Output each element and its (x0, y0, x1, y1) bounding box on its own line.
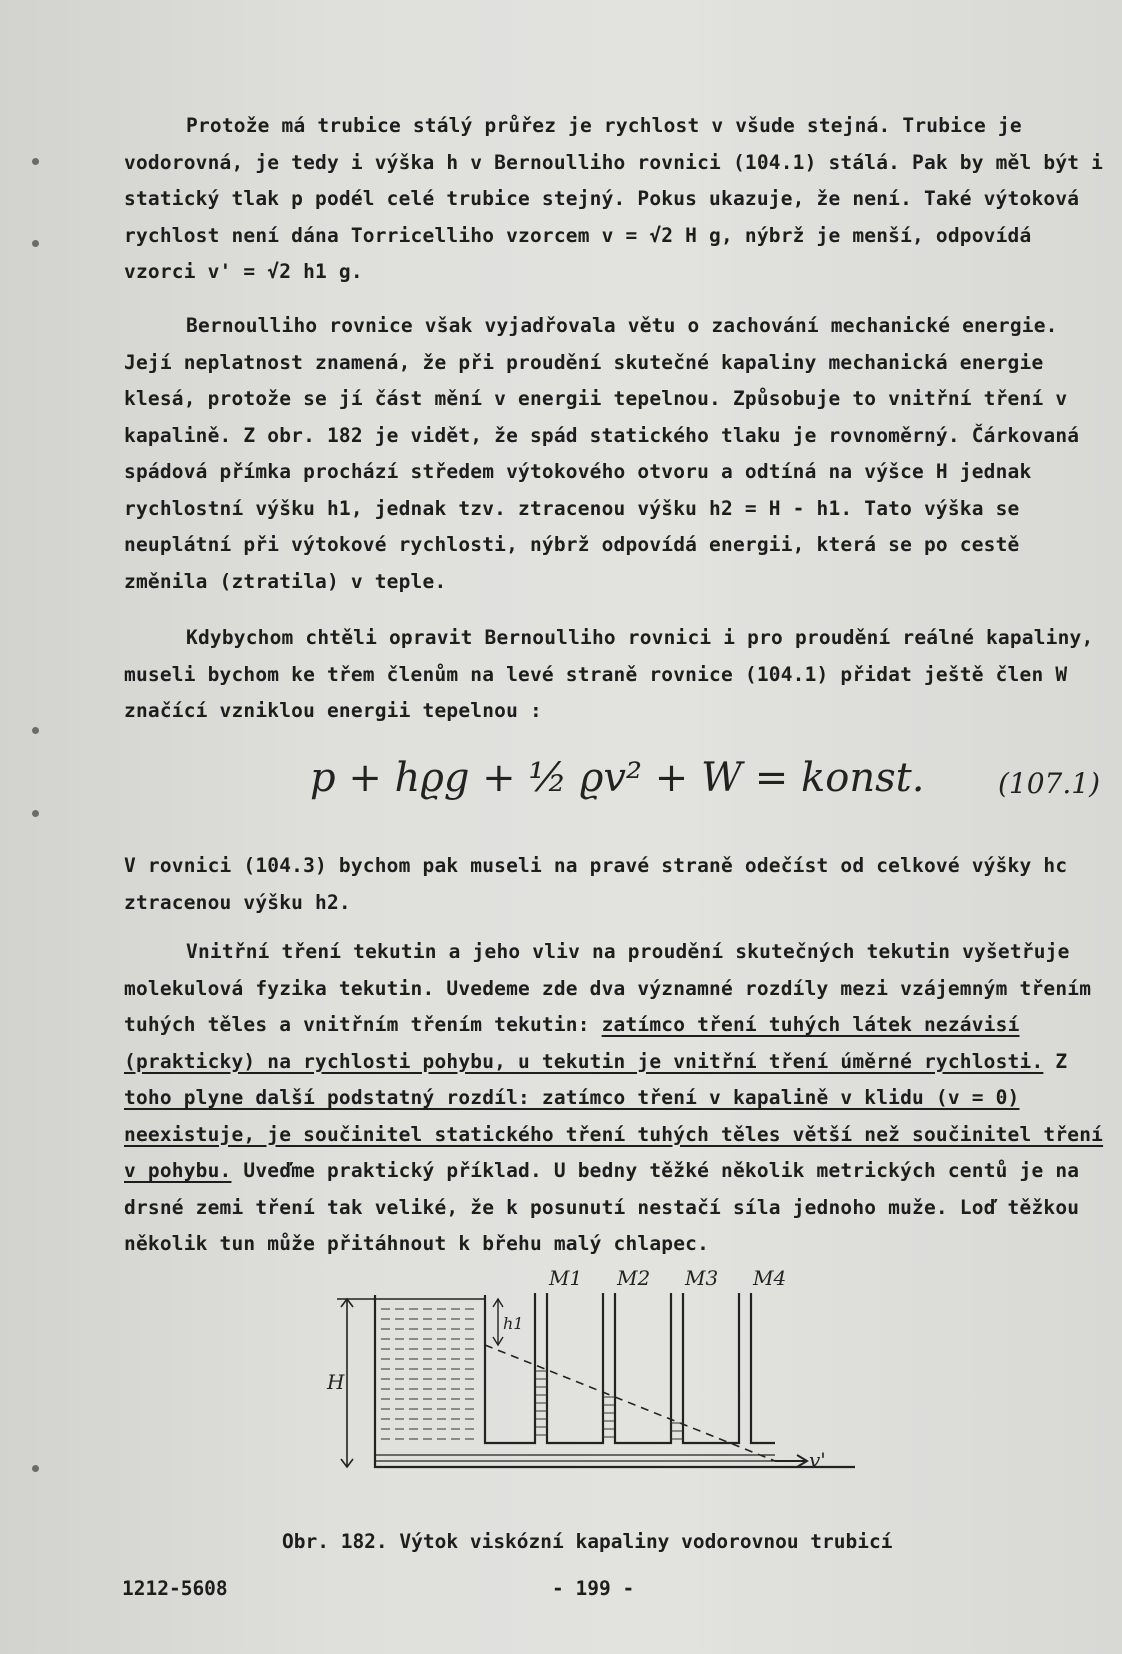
label-h1: h1 (503, 1314, 524, 1333)
friction-text-c: Uveďme praktický příklad. U bedny těžké několik metrických centů je na drsné zemi tření tak veliké, že k posunutí nestačí síla jednoho muže. Loď těžkou několik tun může přitáhnout k břehu malý chlapec. (124, 1159, 1080, 1255)
paragraph-height-loss: V rovnici (104.3) bychom pak museli na pravé straně odečíst od celkové výšky hc ztracenou výšku h2. (124, 854, 1068, 914)
label-m3: M3 (685, 1266, 719, 1290)
document-code: 1212-5608 (122, 1577, 228, 1600)
paragraph-torricelli: Protože má trubice stálý průřez je rychlost v všude stejná. Trubice je vodorovná, je tedy i výška h v Bernoulliho rovnici (104.1) stálá. Pak by měl být i statický tlak p podél celé trubice stejný. Pokus ukazuje, že není. Také výtoková rychlost není dána Torricelliho vzorcem v = √2 H g, nýbrž je menší, odpovídá vzorci v' = √2 h1 g. (124, 114, 1104, 283)
manometer-tube (547, 1293, 603, 1443)
punch-hole (32, 810, 39, 817)
label-m2: M2 (617, 1266, 651, 1290)
label-height: H (327, 1370, 345, 1394)
equation-row (310, 755, 1100, 825)
figure-viscous-outflow (327, 1266, 835, 1525)
figure-caption: Obr. 182. Výtok viskózní kapaliny vodorovnou trubicí (282, 1530, 893, 1553)
paragraph-internal-friction (124, 934, 1114, 1263)
friction-text-b: Z (1043, 1049, 1068, 1073)
manometer-tube (683, 1293, 739, 1443)
equation-107-1: p + hϱg + ½ ϱv² + W = konst. (310, 755, 925, 801)
punch-hole (32, 240, 39, 247)
label-m1: M1 (549, 1266, 583, 1290)
underlined-friction-speed: zatímco tření tuhých látek nezávisí (prakticky) na rychlosti pohybu, u tekutin je vnitřní tření úměrné rychlosti. (124, 1013, 1044, 1073)
manometer-tube (615, 1293, 671, 1443)
label-velocity: v' (809, 1448, 826, 1472)
punch-hole (32, 158, 39, 165)
underlined-static-friction: toho plyne další podstatný rozdíl: zatímco tření v kapalině v klidu (v = 0) neexistuje, je součinitel statického tření tuhých těles větší než součinitel tření v pohybu. (124, 1086, 1104, 1182)
friction-text-a: Vnitřní tření tekutin a jeho vliv na proudění skutečných tekutin vyšetřuje molekulová fyzika tekutin. Uvedeme zde dva významné rozdíly mezi vzájemným třením tuhých těles a vnitřním třením tekutin: (124, 940, 1092, 1036)
paragraph-energy-loss: Bernoulliho rovnice však vyjadřovala větu o zachování mechanické energie. Její neplatnost znamená, že při proudění skutečné kapaliny mechanická energie klesá, protože se jí část mění v energii tepelnou. Způsobuje to vnitřní tření v kapalině. Z obr. 182 je vidět, že spád statického tlaku je rovnoměrný. Čárkovaná spádová přímka prochází středem výtokového otvoru a odtíná na výšce H jednak rychlostní výšku h1, jednak tzv. ztracenou výšku h2 = H - h1. Tato výška se neuplátní při výtokové rychlosti, nýbrž odpovídá energii, která se po cestě změnila (ztratila) v teple. (124, 314, 1080, 593)
label-m4: M4 (753, 1266, 787, 1290)
page-number: - 199 - (552, 1577, 635, 1600)
paragraph-correction: Kdybychom chtěli opravit Bernoulliho rovnici i pro proudění reálné kapaliny, museli bychom ke třem členům na levé straně rovnice (104.1) přidat ještě člen W značící vzniklou energii tepelnou : (124, 626, 1094, 722)
liquid-hatching (381, 1309, 683, 1439)
punch-hole (32, 1465, 39, 1472)
punch-hole (32, 727, 39, 734)
manometer-tube (751, 1293, 775, 1443)
flow-lines (375, 1455, 775, 1461)
equation-number: (107.1) (997, 767, 1100, 800)
